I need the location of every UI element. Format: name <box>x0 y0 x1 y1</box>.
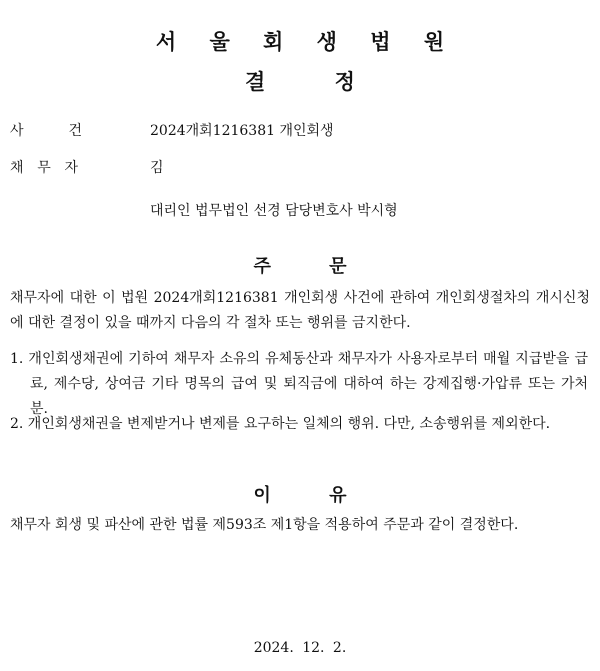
decision-date: 2024. 12. 2. <box>253 640 347 656</box>
case-label <box>10 120 82 140</box>
case-label-char: 건 <box>68 123 82 139</box>
debtor-label-char: 자 <box>64 160 78 176</box>
reason-title: 이 유 <box>253 485 347 506</box>
order-item-2: 2. 개인회생채권을 변제받거나 변제를 요구하는 일체의 행위. 다만, 소송행위를 제외한다. <box>10 416 551 432</box>
reason-text: 채무자 회생 및 파산에 관한 법률 제593조 제1항을 적용하여 주문과 같이 결정한다. <box>10 517 519 533</box>
document-type-title: 결 정 <box>245 70 355 94</box>
debtor-agent: 대리인 법무법인 선경 담당변호사 박시형 <box>150 203 398 219</box>
case-number: 2024개회1216381 개인회생 <box>150 123 334 139</box>
debtor-label-char: 채 <box>10 160 24 176</box>
order-intro: 채무자에 대한 이 법원 2024개회1216381 개인회생 사건에 관하여 개인회생절차의 개시신청에 대한 결정이 있을 때까지 다음의 각 절차 또는 행위를 금지한다. <box>10 290 590 331</box>
debtor-label <box>10 157 78 177</box>
debtor-name: 김 <box>150 160 164 176</box>
order-title: 주 문 <box>253 256 347 277</box>
debtor-label-char: 무 <box>37 160 51 176</box>
court-name: 서 울 회 생 법 원 <box>155 30 458 54</box>
case-label-char: 사 <box>10 123 24 139</box>
order-item-1: 1. 개인회생채권에 기하여 채무자 소유의 유체동산과 채무자가 사용자로부터 매월 지급받을 급료, 제수당, 상여금 기타 명목의 급여 및 퇴직금에 대하여 하는 강제집행·가압류 또는 가처분. <box>10 351 588 417</box>
